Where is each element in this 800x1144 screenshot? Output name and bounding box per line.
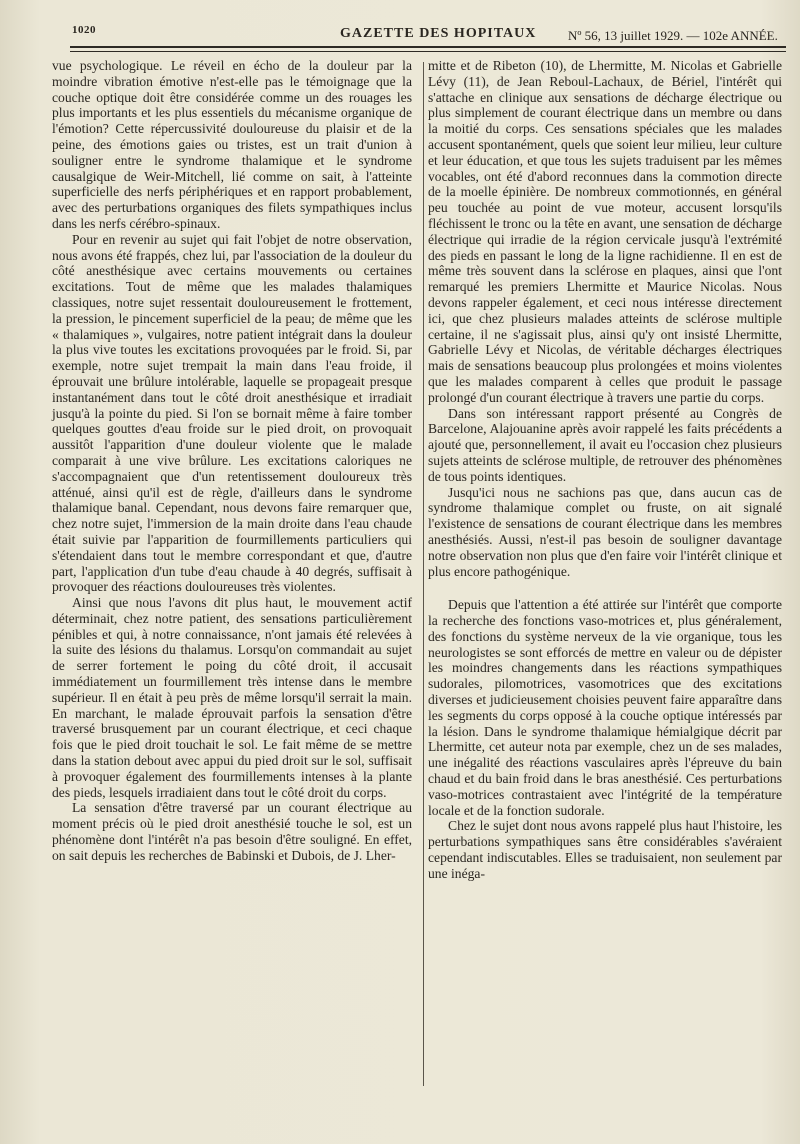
- paragraph: mitte et de Ribeton (10), de Lhermitte, M. Nicolas et Gabrielle Lévy (11), de Jean Reboul-Lachaux, de Bériel, l'intérêt qui s'attache en clinique aux sensations de décharge électrique ou plus simplement de courant électrique dans un membre ou dans la moitié du corps. Ces sensations spéciales que les malades accusent spontanément, quels que soient leur milieu, leur culture et leur éducation, et que tous les sujets traduisent par les mêmes vocables, ont été d'abord reconnues dans la commotion directe de la moelle épinière. De nombreux commotionnés, en général peu touchée au point de vue moteur, accusent lorsqu'ils fléchissent le tronc ou la tête en avant, une sensation de décharge électrique qui irradie de la région cervicale jusqu'à l'extrémité des pieds en passant le long de la ligne rachidienne. Il en est de même très souvent dans la sclérose en plaques, ainsi que l'ont remarqué les premiers Lhermitte et Maurice Nicolas. Nous devons rappeler également, et ceci nous intéresse directement ici, que chez plusieurs malades atteints de sclérose multiple certaine, il ne s'agissait plus, ainsi qu'y ont insisté Lhermitte, Gabrielle Lévy et Nicolas, de véritable décharges électriques mais de sensations beaucoup plus prolongées et moins violentes que les malades comparent à celles que produit le passage prolongé d'un courant électrique à travers une partie du corps.: [428, 58, 782, 405]
- paragraph: vue psychologique. Le réveil en écho de la douleur par la moindre vibration émotive n'est-elle pas le témoignage que la couche optique doit être considérée comme un des rouages les plus importants et les plus essentiels du mécanisme organique de l'émotion? Cette répercussivité douloureuse du plaisir et de la peine, des émotions gaies ou tristes, est un trait d'union à souligner entre le syndrome thalamique et le syndrome causalgique de Weir-Mitchell, lié comme on sait, à l'atteinte superficielle des nerfs périphériques et en rapport probablement, avec des perturbations organiques des filets sympathiques inclus dans les nerfs cérébro-spinaux.: [52, 58, 412, 231]
- paragraph: La sensation d'être traversé par un courant électrique au moment précis où le pied droit anesthésié touche le sol, est un phénomène dont l'intérêt n'a pas besoin d'être souligné. En effet, on sait depuis les recherches de Babinski et Dubois, de J. Lher-: [52, 800, 412, 863]
- left-column: [52, 58, 412, 864]
- paragraph: Ainsi que nous l'avons dit plus haut, le mouvement actif déterminait, chez notre patient, des sensations particulièrement pénibles et qui, à notre connaissance, n'ont jamais été relevées à la suite des lésions du thalamus. Lorsqu'on commandait au sujet de serrer fortement le poing du côté droit, il accusait immédiatement un fourmillement très intense dans le membre supérieur. Il en était à peu près de même lorsqu'il serrait la main. En marchant, le malade éprouvait parfois la sensation d'être traversé brusquement par un courant électrique, et ceci chaque fois que le pied droit touchait le sol. Le fait même de se mettre dans la station debout avec appui du pied droit sur le sol, suffisait à provoquer également des fourmillements intenses à la plante des pieds, lesquels irradiaient dans tout le côté droit du corps.: [52, 595, 412, 800]
- page-number: 1020: [72, 24, 96, 36]
- paragraph: Pour en revenir au sujet qui fait l'objet de notre observation, nous avons été frappés, chez lui, par l'association de la douleur du côté anesthésique avec certains mouvements ou certaines excitations. Tout de même que les malades thalamiques classiques, notre sujet ressentait douloureusement le frottement, la pression, le pincement superficiel de la peau; de même que les « thalamiques », vulgaires, notre patient intégrait dans la douleur la plus vive toutes les excitations provoquées par le froid. Si, par exemple, notre sujet trempait la main dans l'eau froide, il éprouvait une brûlure intolérable, laquelle se propageait presque instantanément dans tout le côté droit anesthésique et irradiait jusqu'à la pointe du pied. Si l'on se bornait même à faire tomber quelques gouttes d'eau froide sur le pied droit, on provoquait aussitôt l'apparition d'une douleur violente que le malade comparait à une vive brûlure. Les excitations caloriques ne s'accompagnaient que d'un retentissement douloureux très atténué, ainsi qu'il est de règle, d'ailleurs dans le syndrome thalamique banal. Cependant, nous devons faire remarquer que, chez notre sujet, l'immersion de la main droite dans l'eau chaude était suivie par l'apparition de fourmillements particuliers qui s'étendaient dans tout le membre correspondant et que, d'autre part, l'application d'un tube d'eau chaude à 40 degrés, suffisait à provoquer des réactions douloureuses très violentes.: [52, 231, 412, 595]
- paragraph: Depuis que l'attention a été attirée sur l'intérêt que comporte la recherche des fonctions vaso-motrices et, plus généralement, des fonctions du système nerveux de la vie organique, tous les neurologistes se sont efforcés de mettre en valeur ou de dépister les moindres changements dans les réactions sympathiques sudorales, pilomotrices, vasomotrices que des excitations diverses et judicieusement choisies peuvent faire apparaître dans les segments du corps opposé à la couche optique intéressés par la lésion. Dans le syndrome thalamique hémialgique décrit par Lhermitte, cet auteur nota par exemple, chez un de ses malades, une inégalité des réactions vasculaires après l'épreuve du bain chaud et du bain froid dans le bras anesthésié. Ces perturbations vaso-motrices contrastaient avec l'intégrité de la température locale et de la fonction sudorale.: [428, 597, 782, 818]
- column-separator: [423, 62, 424, 1086]
- paragraph: Dans son intéressant rapport présenté au Congrès de Barcelone, Alajouanine après avoir rappelé les faits précédents a ajouté que, personnellement, il avait eu l'occasion chez plusieurs sujets atteints de sclérose multiple, de retrouver des phénomènes de tous points identiques.: [428, 405, 782, 484]
- paragraph: Chez le sujet dont nous avons rappelé plus haut l'histoire, les perturbations sympathiques sans être considérables s'avéraient cependant indiscutables. Elles se traduisaient, non seulement par une inéga-: [428, 818, 782, 881]
- right-column: [428, 58, 782, 882]
- header-rule-thin: [70, 51, 786, 52]
- paragraph: Jusqu'ici nous ne sachions pas que, dans aucun cas de syndrome thalamique complet ou fruste, on ait signalé l'existence de sensations de courant électrique dans les membres anesthésiés. Aussi, n'est-il pas besoin de souligner davantage notre observation non plus que d'en faire voir l'intérêt clinique et plus encore pathogénique.: [428, 484, 782, 579]
- header-rule-thick: [70, 46, 786, 48]
- journal-title: GAZETTE DES HOPITAUX: [340, 26, 537, 41]
- issue-info: Nº 56, 13 juillet 1929. — 102e ANNÉE.: [568, 28, 778, 43]
- page-header: [68, 22, 788, 46]
